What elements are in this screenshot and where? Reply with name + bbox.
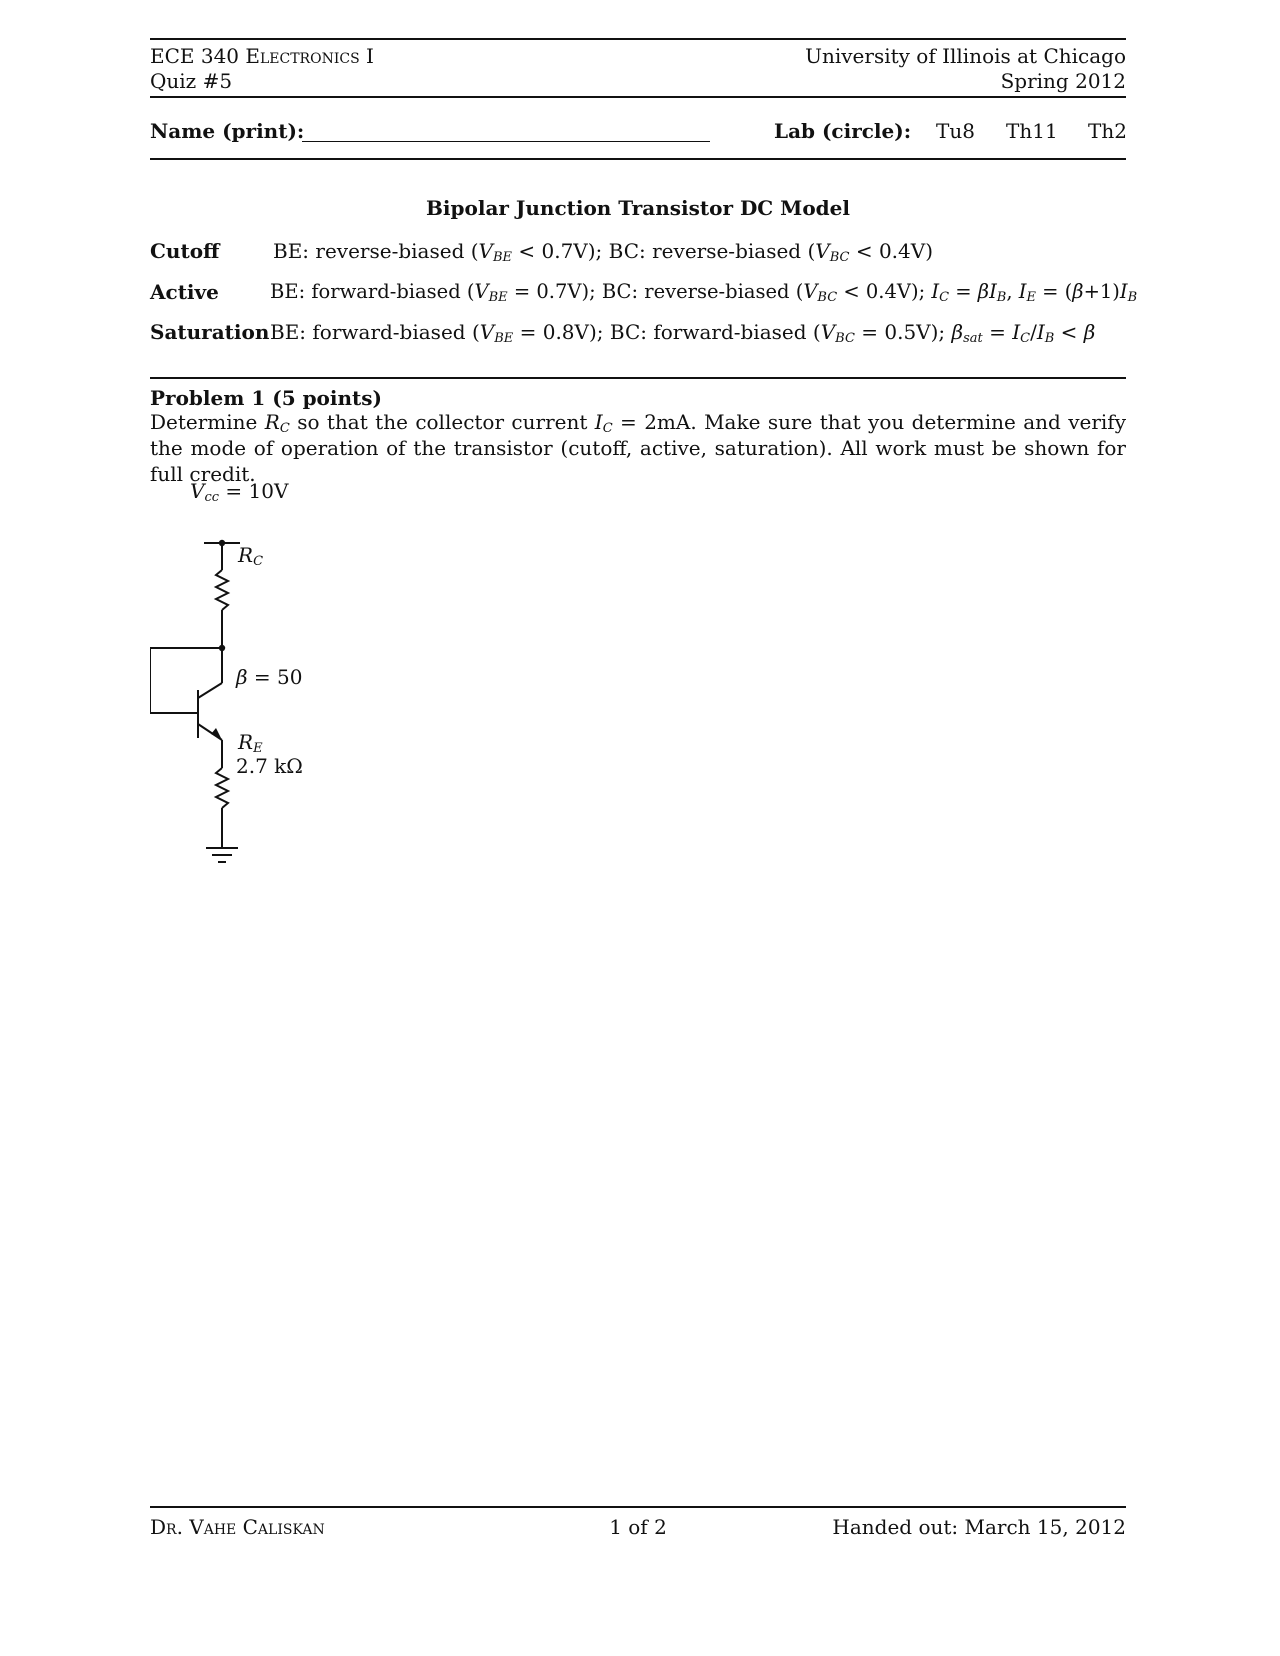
quiz-page [150, 38, 1138, 1628]
lab-option-th2[interactable]: Th2 [1088, 119, 1127, 143]
collector-lead [198, 683, 222, 698]
page-number: 1 of 2 [609, 1515, 667, 1539]
header-top-rule [150, 38, 1126, 40]
model-title: Bipolar Junction Transistor DC Model [426, 196, 850, 220]
re-resistor-symbol [216, 768, 228, 808]
quiz-number: Quiz #5 [150, 69, 233, 93]
problem-text: Determine $R_C$ so that the collector current $I_C = 2mA$. Make sure that you determine and verify the mode of operation of the transistor (cutoff, active, saturation). All work must be shown for full credit. [150, 410, 1126, 486]
mode-text-active: BE: forward-biased $(V_{BE} = 0.7V)$; BC: reverse-biased $(V_{BC} < 0.4V)$; $I_C = \beta I_B$, $I_E = (\beta+1)I_B$ [270, 280, 1138, 305]
header-bottom-rule [150, 96, 1126, 98]
mode-label-active: Active [150, 280, 219, 304]
handed-out-date: Handed out: March 15, 2012 [832, 1515, 1126, 1539]
mode-text-saturation: BE: forward-biased $(V_{BE} = 0.8V)$; BC: forward-biased $(V_{BC} = 0.5V)$; $\beta_{sat} = I_C/I_B < \beta$ [270, 320, 1096, 346]
rc-label: $R_C$ [238, 543, 264, 569]
instructor-name: Dr. Vahe Caliskan [150, 1515, 325, 1539]
beta-label: β = 50 [236, 665, 303, 689]
university-name: University of Illinois at Chicago [805, 44, 1126, 68]
footer-rule [150, 1506, 1126, 1508]
mode-label-saturation: Saturation [150, 320, 270, 344]
mode-label-cutoff: Cutoff [150, 239, 220, 263]
model-rule [150, 377, 1126, 379]
name-row-rule [150, 158, 1126, 160]
name-input-line[interactable] [302, 141, 710, 142]
rc-resistor-symbol [216, 570, 228, 610]
lab-option-tu8[interactable]: Tu8 [936, 119, 975, 143]
term: Spring 2012 [1000, 69, 1126, 93]
problem-title: Problem 1 (5 points) [150, 386, 382, 410]
mode-text-cutoff: BE: reverse-biased $(V_{BE} < 0.7V)$; BC: reverse-biased $(V_{BC} < 0.4V)$ [273, 239, 933, 265]
name-label: Name (print): [150, 119, 305, 143]
vcc-label: $V_{cc} = 10V$ [190, 479, 289, 505]
lab-option-th11[interactable]: Th11 [1006, 119, 1058, 143]
course-title: ECE 340 Electronics I [150, 44, 374, 68]
re-value: 2.7 kΩ [236, 754, 303, 778]
lab-label: Lab (circle): [774, 119, 912, 143]
re-label: $R_E$ [238, 730, 263, 756]
